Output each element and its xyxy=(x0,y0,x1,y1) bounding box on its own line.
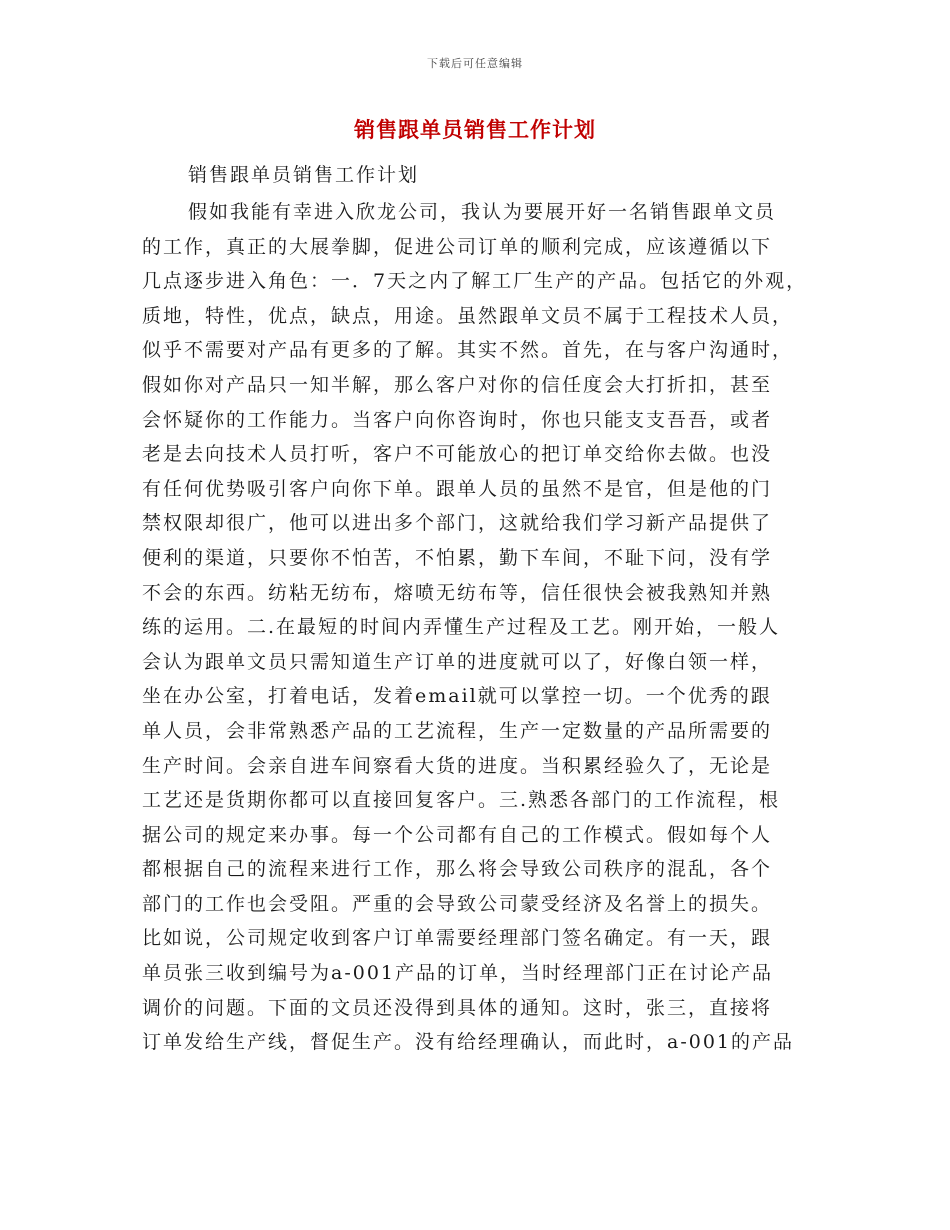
body-line: 会认为跟单文员只需知道生产订单的进度就可以了，好像白领一样， xyxy=(142,650,773,673)
body-text xyxy=(142,195,822,1060)
body-line: 据公司的规定来办事。每一个公司都有自己的工作模式。假如每个人 xyxy=(142,823,773,846)
body-line: 调价的问题。下面的文员还没得到具体的通知。这时，张三，直接将 xyxy=(142,996,773,1019)
body-line: 似乎不需要对产品有更多的了解。其实不然。首先，在与客户沟通时， xyxy=(142,339,794,362)
body-line: 坐在办公室，打着电话，发着email就可以掌控一切。一个优秀的跟 xyxy=(142,685,772,708)
body-line: 的工作，真正的大展拳脚，促进公司订单的顺利完成，应该遵循以下 xyxy=(142,235,773,258)
document-subtitle: 销售跟单员销售工作计划 xyxy=(188,164,420,186)
body-line: 生产时间。会亲自进车间察看大货的进度。当积累经验久了，无论是 xyxy=(142,754,773,777)
body-line: 几点逐步进入角色：一．7天之内了解工厂生产的产品。包括它的外观， xyxy=(142,270,808,293)
body-line: 假如我能有幸进入欣龙公司，我认为要展开好一名销售跟单文员 xyxy=(188,201,777,223)
body-line: 有任何优势吸引客户向你下单。跟单人员的虽然不是官，但是他的门 xyxy=(142,477,773,500)
body-line: 会怀疑你的工作能力。当客户向你咨询时，你也只能支支吾吾，或者 xyxy=(142,408,773,431)
body-line: 假如你对产品只一知半解，那么客户对你的信任度会大打折扣，甚至 xyxy=(142,373,773,396)
body-line: 禁权限却很广，他可以进出多个部门，这就给我们学习新产品提供了 xyxy=(142,512,773,535)
body-line: 单人员，会非常熟悉产品的工艺流程，生产一定数量的产品所需要的 xyxy=(142,719,773,742)
body-line: 不会的东西。纺粘无纺布，熔喷无纺布等，信任很快会被我熟知并熟 xyxy=(142,581,773,604)
body-line: 练的运用。二.在最短的时间内弄懂生产过程及工艺。刚开始，一般人 xyxy=(142,616,781,639)
document-title: 销售跟单员销售工作计划 xyxy=(354,118,596,142)
body-line: 单员张三收到编号为a-001产品的订单，当时经理部门正在讨论产品 xyxy=(142,962,774,985)
body-line: 部门的工作也会受阻。严重的会导致公司蒙受经济及名誉上的损失。 xyxy=(142,892,773,915)
header-note: 下载后可任意编辑 xyxy=(427,57,523,70)
body-line: 比如说，公司规定收到客户订单需要经理部门签名确定。有一天，跟 xyxy=(142,927,773,950)
body-line: 工艺还是货期你都可以直接回复客户。三.熟悉各部门的工作流程，根 xyxy=(142,789,781,812)
body-line: 质地，特性，优点，缺点，用途。虽然跟单文员不属于工程技术人员， xyxy=(142,304,794,327)
body-line: 老是去向技术人员打听，客户不可能放心的把订单交给你去做。也没 xyxy=(142,443,773,466)
body-line: 便利的渠道，只要你不怕苦，不怕累，勤下车间，不耻下问，没有学 xyxy=(142,546,773,569)
body-line: 都根据自己的流程来进行工作，那么将会导致公司秩序的混乱，各个 xyxy=(142,858,773,881)
body-line: 订单发给生产线，督促生产。没有给经理确认，而此时，a-001的产品 xyxy=(142,1031,795,1054)
